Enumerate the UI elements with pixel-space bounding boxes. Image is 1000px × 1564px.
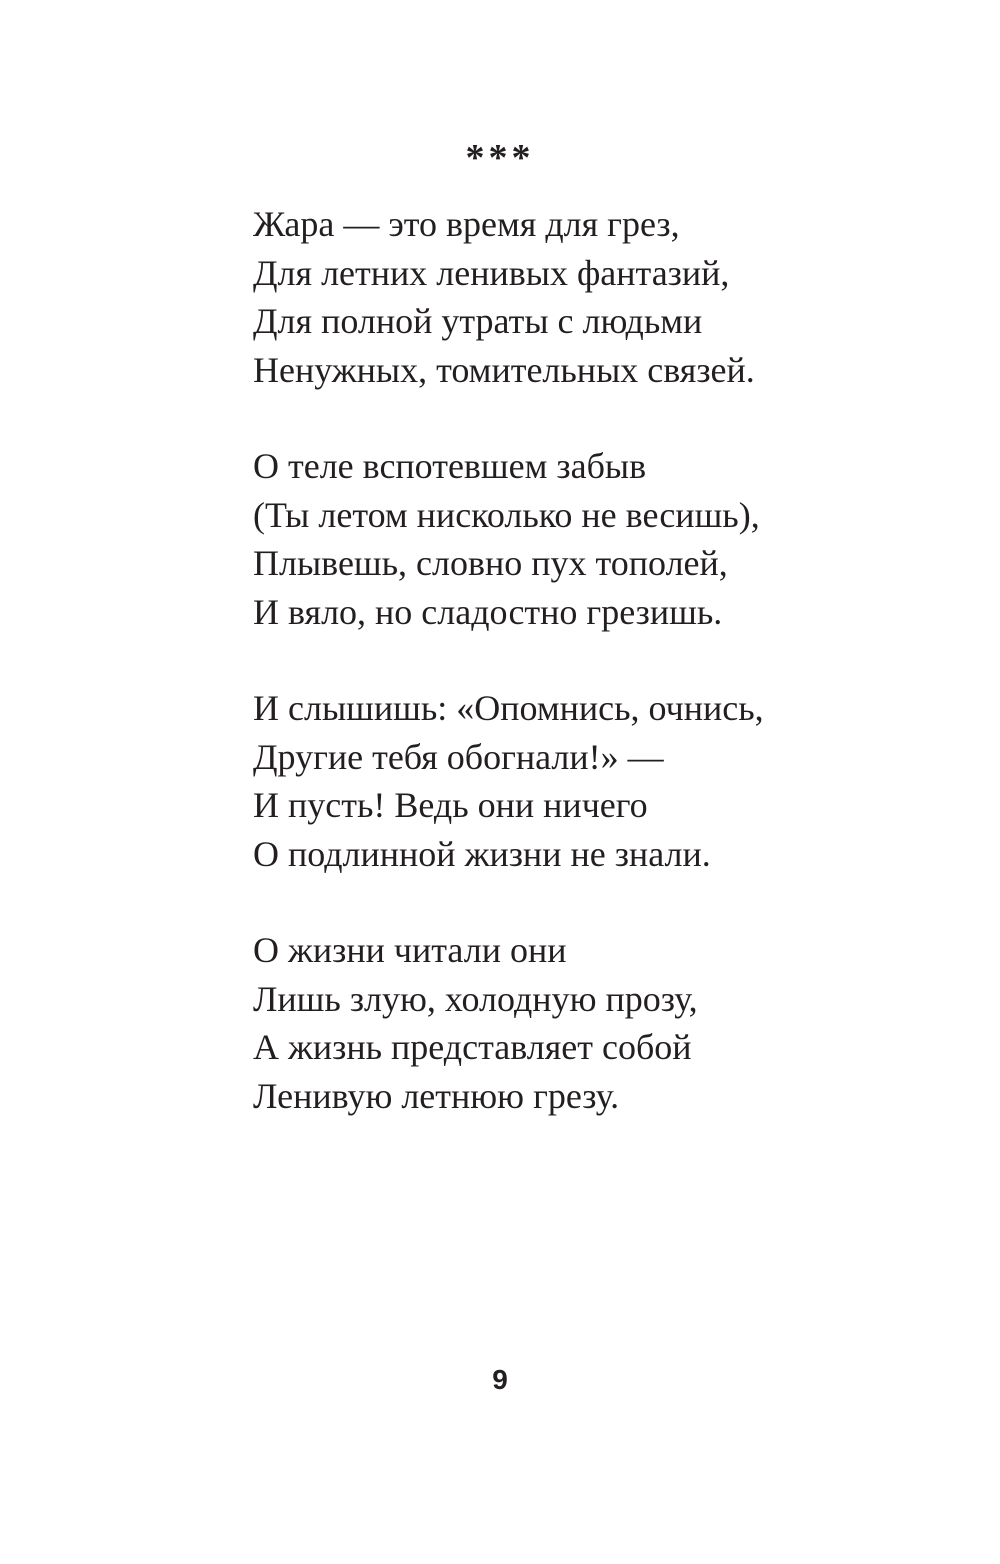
poem-line: Ненужных, томительных связей. [253,349,755,390]
poem-line: И вяло, но сладостно грезишь. [253,591,723,632]
poem-line: Ленивую летнюю грезу. [253,1075,620,1116]
poem-line: И слышишь: «Опомнись, очнись, [253,688,764,728]
stanza-4 [253,926,953,1120]
poem-line: О подлинной жизни не знали. [253,833,711,874]
page-number: 9 [492,1364,508,1395]
poem-line: Для летних ленивых фантазий, [253,252,730,293]
stanza-1 [253,200,953,394]
poem-line: А жизнь представляет собой [253,1027,692,1067]
poem-line: Плывешь, словно пух тополей, [253,543,728,583]
poem-line: Для полной утраты с людьми [253,301,703,341]
poem-line: Лишь злую, холодную прозу, [253,978,698,1019]
stanza-2 [253,442,953,636]
poem-line: Жара — это время для грез, [253,204,680,244]
section-ornament: *** [465,137,535,179]
poem-line: О жизни читали они [253,930,567,970]
stanza-3 [253,684,953,878]
poem [253,200,953,1168]
poem-line: Другие тебя обогнали!» — [253,736,664,777]
poem-line: И пусть! Ведь они ничего [253,785,648,825]
poem-line: (Ты летом нисколько не весишь), [253,494,760,535]
poem-line: О теле вспотевшем забыв [253,446,647,486]
